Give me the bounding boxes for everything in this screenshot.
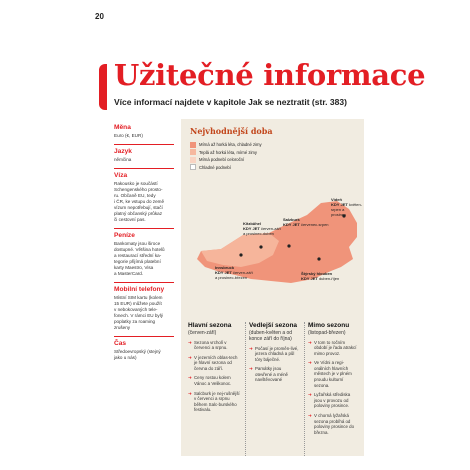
map-label-desc: červen-září a prosinec-duben xyxy=(243,226,281,236)
title-accent-tab xyxy=(99,64,107,110)
season-dates: (duben-květen a od konce září do října) xyxy=(249,329,293,342)
season-bullet: ➜ Salcburk je nej-rušnější v červenci a srpnu během Salc-burského festivalu. xyxy=(188,390,240,413)
season-dates: (červen-září) xyxy=(188,329,217,336)
legend-item xyxy=(190,141,262,149)
legend-item xyxy=(190,149,262,157)
legend-label: Chladné podnebí xyxy=(199,164,231,170)
legend-label: Mírná podnebí celoroční xyxy=(199,157,245,163)
sidebar-heading: Peníze xyxy=(114,232,135,239)
season-bullet: ➜ V jezerních oblas-tech je hlavní sezona od června do září. xyxy=(188,354,238,371)
best-time-panel xyxy=(181,119,364,456)
season-bullet: ➜ Sezona vrcholí v červenci a srpnu. xyxy=(188,339,228,351)
legend-swatch xyxy=(190,157,196,163)
styria-marker xyxy=(317,257,320,260)
sidebar-heading: Jazyk xyxy=(114,148,132,155)
map-label-when: KDY JET xyxy=(331,202,348,207)
climate-legend xyxy=(190,141,262,171)
bullet-arrow-icon: ➜ xyxy=(249,345,253,351)
bullet-arrow-icon: ➜ xyxy=(249,366,253,372)
salzburg-marker xyxy=(287,244,290,247)
season-bullet: ➜ Památky jsou otevřené a méně navštěvované xyxy=(249,366,288,383)
map-label-when: KDY JET xyxy=(243,226,260,231)
legend-item xyxy=(190,164,262,172)
map-label-innsbruck xyxy=(215,265,253,280)
bullet-arrow-icon: ➜ xyxy=(308,360,312,366)
bullet-arrow-icon: ➜ xyxy=(188,354,192,360)
page-title: Užitečné informace xyxy=(114,58,426,92)
map-label-name: Salzburk xyxy=(283,217,300,222)
map-label-salzburg xyxy=(283,217,329,227)
sidebar-heading: Čas xyxy=(114,340,127,347)
sidebar-section-currency xyxy=(114,124,174,139)
season-bullet: ➜ Lyžařská střediska jsou v provozu od poloviny prosince. xyxy=(308,392,351,409)
sidebar-section-mobile xyxy=(114,282,174,331)
season-bullet: ➜ V chorná lyžařská sezona probíhá od poloviny prosince do března. xyxy=(308,413,355,435)
page-subtitle: Více informací najdete v kapitole Jak se neztratit (str. 383) xyxy=(114,97,347,107)
season-heading: Mimo sezonu xyxy=(308,322,350,329)
legend-label: Mírná až horká léta, chladné zimy xyxy=(199,142,262,148)
season-shoulder xyxy=(245,322,302,456)
kitzbuhel-marker xyxy=(259,245,262,248)
sidebar-section-time xyxy=(114,336,174,361)
season-bullet: ➜ V tom to ročním období je řada atrakcí mimo provoz. xyxy=(308,339,357,356)
map-label-when: KDY JET xyxy=(301,276,318,281)
legend-swatch xyxy=(190,149,196,155)
sidebar-text: Místní SIM kartu (kolem 15 EUR) můžete použít v nebokovaných tele- fonech. V rámci EU bylý poplatky za roaming zrušeny xyxy=(114,295,164,330)
sidebar-text: Euro (€, EUR) xyxy=(114,133,143,138)
map-label-when: KDY JET xyxy=(215,270,232,275)
map-label-name: Štýrský hlouben xyxy=(301,271,333,276)
sidebar-section-money xyxy=(114,228,174,277)
sidebar-section-language xyxy=(114,144,174,163)
map-label-name: Vídeň xyxy=(331,197,342,202)
map-label-desc: červenec-srpen xyxy=(300,222,329,227)
panel-title: Nejvhodnější doba xyxy=(190,126,273,136)
map-label-desc: duben-říjen xyxy=(318,276,340,281)
map-label-when: KDY JET xyxy=(283,222,300,227)
season-bullet: ➜ Ceny rostou kolem Vánoc a Velikonoc. xyxy=(188,375,232,387)
bullet-arrow-icon: ➜ xyxy=(188,375,192,381)
sidebar-heading: Měna xyxy=(114,124,131,131)
sidebar-section-visa xyxy=(114,168,174,223)
legend-label: Teplá až horká léta, mírné zimy xyxy=(199,149,257,155)
sidebar-text: němčina xyxy=(114,157,132,162)
map-label-styria xyxy=(301,271,339,281)
bullet-arrow-icon: ➜ xyxy=(188,390,192,396)
page-number: 20 xyxy=(95,12,104,21)
map-label-desc: červen-září a prosinec-březen xyxy=(215,270,253,280)
season-low xyxy=(304,322,362,456)
map-label-desc: květen-srpen a prosinec xyxy=(331,202,363,217)
bullet-arrow-icon: ➜ xyxy=(308,339,312,345)
bullet-arrow-icon: ➜ xyxy=(308,413,312,419)
legend-swatch xyxy=(190,164,196,170)
seasons-section xyxy=(181,322,364,456)
season-heading: Vedlejší sezona xyxy=(249,322,298,329)
bullet-arrow-icon: ➜ xyxy=(188,339,192,345)
map-label-name: Kitzbühel xyxy=(243,221,261,226)
map-label-vienna xyxy=(331,197,364,217)
season-high xyxy=(185,322,243,456)
facts-sidebar xyxy=(114,124,174,366)
austria-climate-map xyxy=(181,179,364,329)
map-label-name: Innsbruck xyxy=(215,265,235,270)
innsbruck-marker xyxy=(239,253,242,256)
season-heading: Hlavní sezona xyxy=(188,322,232,329)
season-dates: (listopad-březen) xyxy=(308,329,346,336)
season-bullet: ➜ Počasí je proměn-livé, jezera chladná a půl tóry báječné. xyxy=(249,345,299,362)
sidebar-text: Bankomaty jsou široce dostupné. Většina hotelů a restaurací střední ka- tegorie přijímá platební karty Maestro, Visa a MasterCard. xyxy=(114,241,165,276)
sidebar-heading: Víza xyxy=(114,172,128,179)
legend-swatch xyxy=(190,142,196,148)
bullet-arrow-icon: ➜ xyxy=(308,392,312,398)
sidebar-text: Středoevropský (stejný jako u nás) xyxy=(114,349,161,360)
season-bullet: ➜ Ve Vídni a regi-onálních hlavních městech je v plném proudu kulturní sezona. xyxy=(308,360,352,388)
sidebar-text: Rakousko je součástí Schengenského prosto- ru. Občaně EU, tedy i ČR, ke vstupu do země vízum nepotřebují, stačí platný občanský průkaz či cestovní pas. xyxy=(114,181,165,222)
legend-item xyxy=(190,156,262,164)
sidebar-heading: Mobilní telefony xyxy=(114,286,165,293)
map-label-kitzbuhel xyxy=(243,221,281,236)
